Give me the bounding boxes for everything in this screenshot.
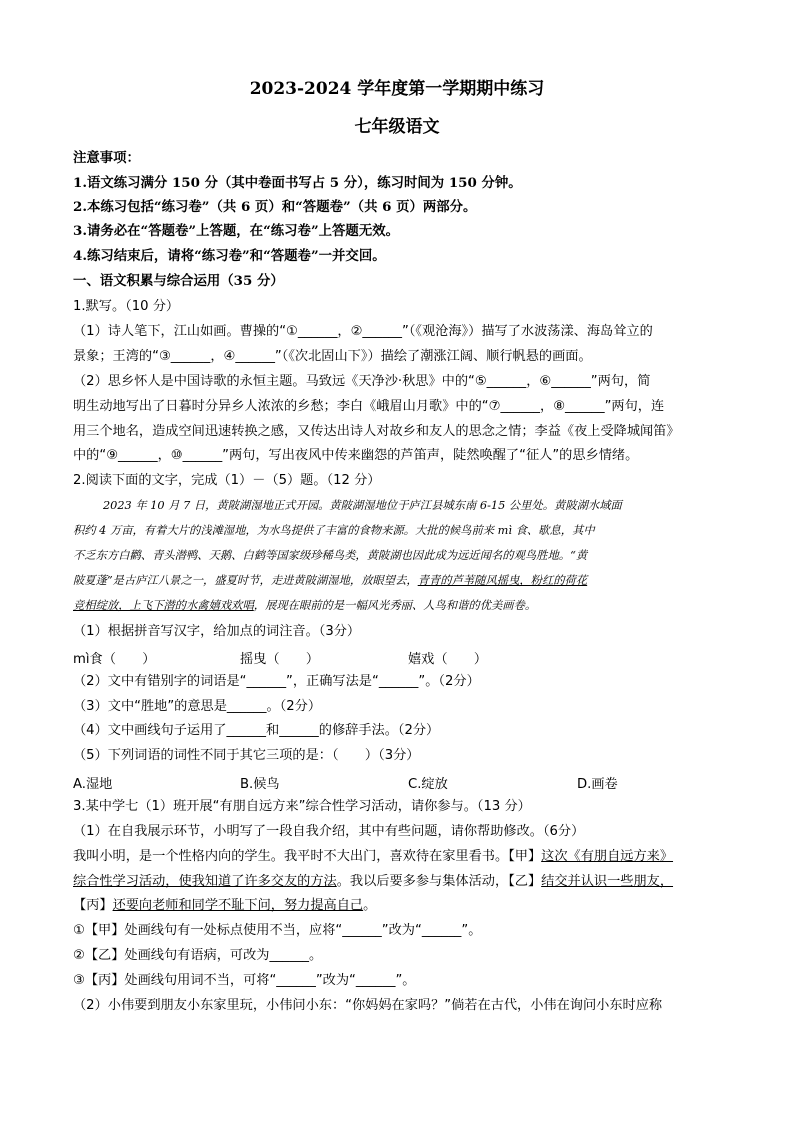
notice-item: 3.请务必在“答题卷”上答题，在“练习卷”上答题无效。 (73, 223, 399, 239)
question-1-text: 用三个地名，造成空间迅速转换之感，又传达出诗人对故乡和友人的思念之情；李益《夜上受降城闻笛》 (73, 424, 680, 439)
notice-item: 1.语文练习满分 150 分（其中卷面书写占 5 分），练习时间为 150 分钟。 (73, 175, 522, 191)
question-1-text: （1）诗人笔下，江山如画。曹操的“①______，②______”（《观沧海》）描写了水波荡漾、海岛耸立的 (73, 324, 653, 339)
passage-text: 陂夏蓬”是古庐江八景之一，盛夏时节，走进黄陂湖湿地，放眼望去， (73, 574, 418, 587)
revision-item: ②【乙】处画线句有语病，可改为______。 (73, 948, 323, 963)
question-1-text: 景象；王湾的“③______，④______”（《次北固山下》）描绘了潮涨江阔、顺行帆悬的画面。 (73, 349, 592, 364)
question-1-text: （2）思乡怀人是中国诗歌的永恒主题。马致远《天净沙·秋思》中的“⑤______，⑥______”两句，简 (73, 374, 651, 389)
underlined-sentence: 竞相绽放，上飞下潜的水禽嬉戏欢唱 (73, 599, 254, 612)
option-a: A.湿地 (73, 777, 113, 792)
intro-text: 。我以后要多参与集体活动，【乙】 (336, 874, 542, 889)
question-1-text: 明生动地写出了日暮时分异乡人浓浓的乡愁；李白《峨眉山月歌》中的“⑦______，⑧______”两句，连 (73, 399, 665, 414)
pinyin-blank: mì食（ ） (73, 652, 156, 667)
exam-subtitle: 七年级语文 (354, 117, 440, 137)
intro-text: 。 (363, 898, 377, 913)
reading-passage-line: 2023 年 10 月 7 日，黄陂湖湿地正式开园。黄陂湖湿地位于庐江县城东南 6-15 公里处。黄陂湖水域面 (103, 499, 622, 512)
pinyin-blank: 嬉戏（ ） (408, 652, 488, 667)
reading-passage-line (73, 598, 723, 614)
reading-passage-line: 积约 4 万亩，有着大片的浅滩湿地，为水鸟提供了丰富的食物来源。大批的候鸟前来 mì 食、歇息，其中 (73, 524, 595, 537)
exam-title: 2023-2024 学年度第一学期期中练习 (249, 79, 545, 99)
question-1-stem: 1.默写。（10 分） (73, 299, 180, 314)
intro-paragraph-line (73, 873, 723, 890)
section-heading: 一、语文积累与综合运用（35 分） (73, 273, 284, 289)
underlined-sentence: 综合性学习活动，使我知道了许多交友的方法 (73, 874, 337, 889)
revision-item: ③【丙】处画线句用词不当，可将“______”改为“______”。 (73, 973, 416, 988)
underlined-sentence: 结交并认识一些朋友， (541, 874, 674, 889)
intro-paragraph-line (73, 897, 723, 914)
question-3-sub: （1）在自我展示环节，小明写了一段自我介绍，其中有些问题，请你帮助修改。（6分） (73, 824, 585, 839)
pinyin-blank: 摇曳（ ） (240, 652, 320, 667)
reading-passage-line: 不乏东方白鹳、青头潜鸭、天鹅、白鹤等国家级珍稀鸟类，黄陂湖也因此成为远近闻名的观鸟胜地。“黄 (73, 549, 588, 562)
question-2-sub: （3）文中“胜地”的意思是______。（2分） (73, 699, 322, 714)
option-b: B.候鸟 (240, 777, 280, 792)
underlined-sentence: 青青的芦苇随风摇曳，粉红的荷花 (417, 574, 588, 587)
option-c: C.绽放 (408, 777, 448, 792)
question-2-stem: 2.阅读下面的文字，完成（1）－（5）题。（12 分） (73, 473, 381, 488)
notice-heading: 注意事项： (73, 150, 140, 166)
notice-item: 4.练习结束后，请将“练习卷”和“答题卷”一并交回。 (73, 248, 386, 264)
notice-item: 2.本练习包括“练习卷”（共 6 页）和“答题卷”（共 6 页）两部分。 (73, 199, 477, 215)
option-d: D.画卷 (577, 777, 618, 792)
underlined-sentence: 这次《有朋自远方来》 (541, 849, 674, 864)
underlined-sentence: 还要向老师和同学不耻下问，努力提高自己 (112, 898, 364, 913)
reading-passage-line (73, 573, 723, 589)
question-1-text: 中的“⑨______，⑩______”两句，写出夜风中传来幽怨的芦笛声，陡然唤醒了“征人”的思乡情绪。 (73, 448, 639, 463)
question-3-sub: （2）小伟要到朋友小东家里玩，小伟问小东：“你妈妈在家吗？”倘若在古代，小伟在询问小东时应称 (73, 998, 663, 1013)
intro-paragraph-line (73, 848, 723, 865)
question-2-sub: （5）下列词语的词性不同于其它三项的是：（ ）（3分） (73, 748, 420, 763)
question-3-stem: 3.某中学七（1）班开展“有朋自远方来”综合性学习活动，请你参与。（13 分） (73, 799, 531, 814)
intro-text: 我叫小明，是一个性格内向的学生。我平时不大出门，喜欢待在家里看书。【甲】 (73, 849, 542, 864)
passage-text: ，展现在眼前的是一幅风光秀丽、人鸟和谐的优美画卷。 (253, 599, 537, 612)
revision-item: ①【甲】处画线句有一处标点使用不当，应将“______”改为“______”。 (73, 923, 482, 938)
intro-text: 【丙】 (73, 898, 113, 913)
question-2-sub: （1）根据拼音写汉字，给加点的词注音。（3分） (73, 624, 361, 639)
question-2-sub: （2）文中有错别字的词语是“______”，正确写法是“______”。（2分） (73, 674, 480, 689)
question-2-sub: （4）文中画线句子运用了______和______的修辞手法。（2分） (73, 723, 440, 738)
